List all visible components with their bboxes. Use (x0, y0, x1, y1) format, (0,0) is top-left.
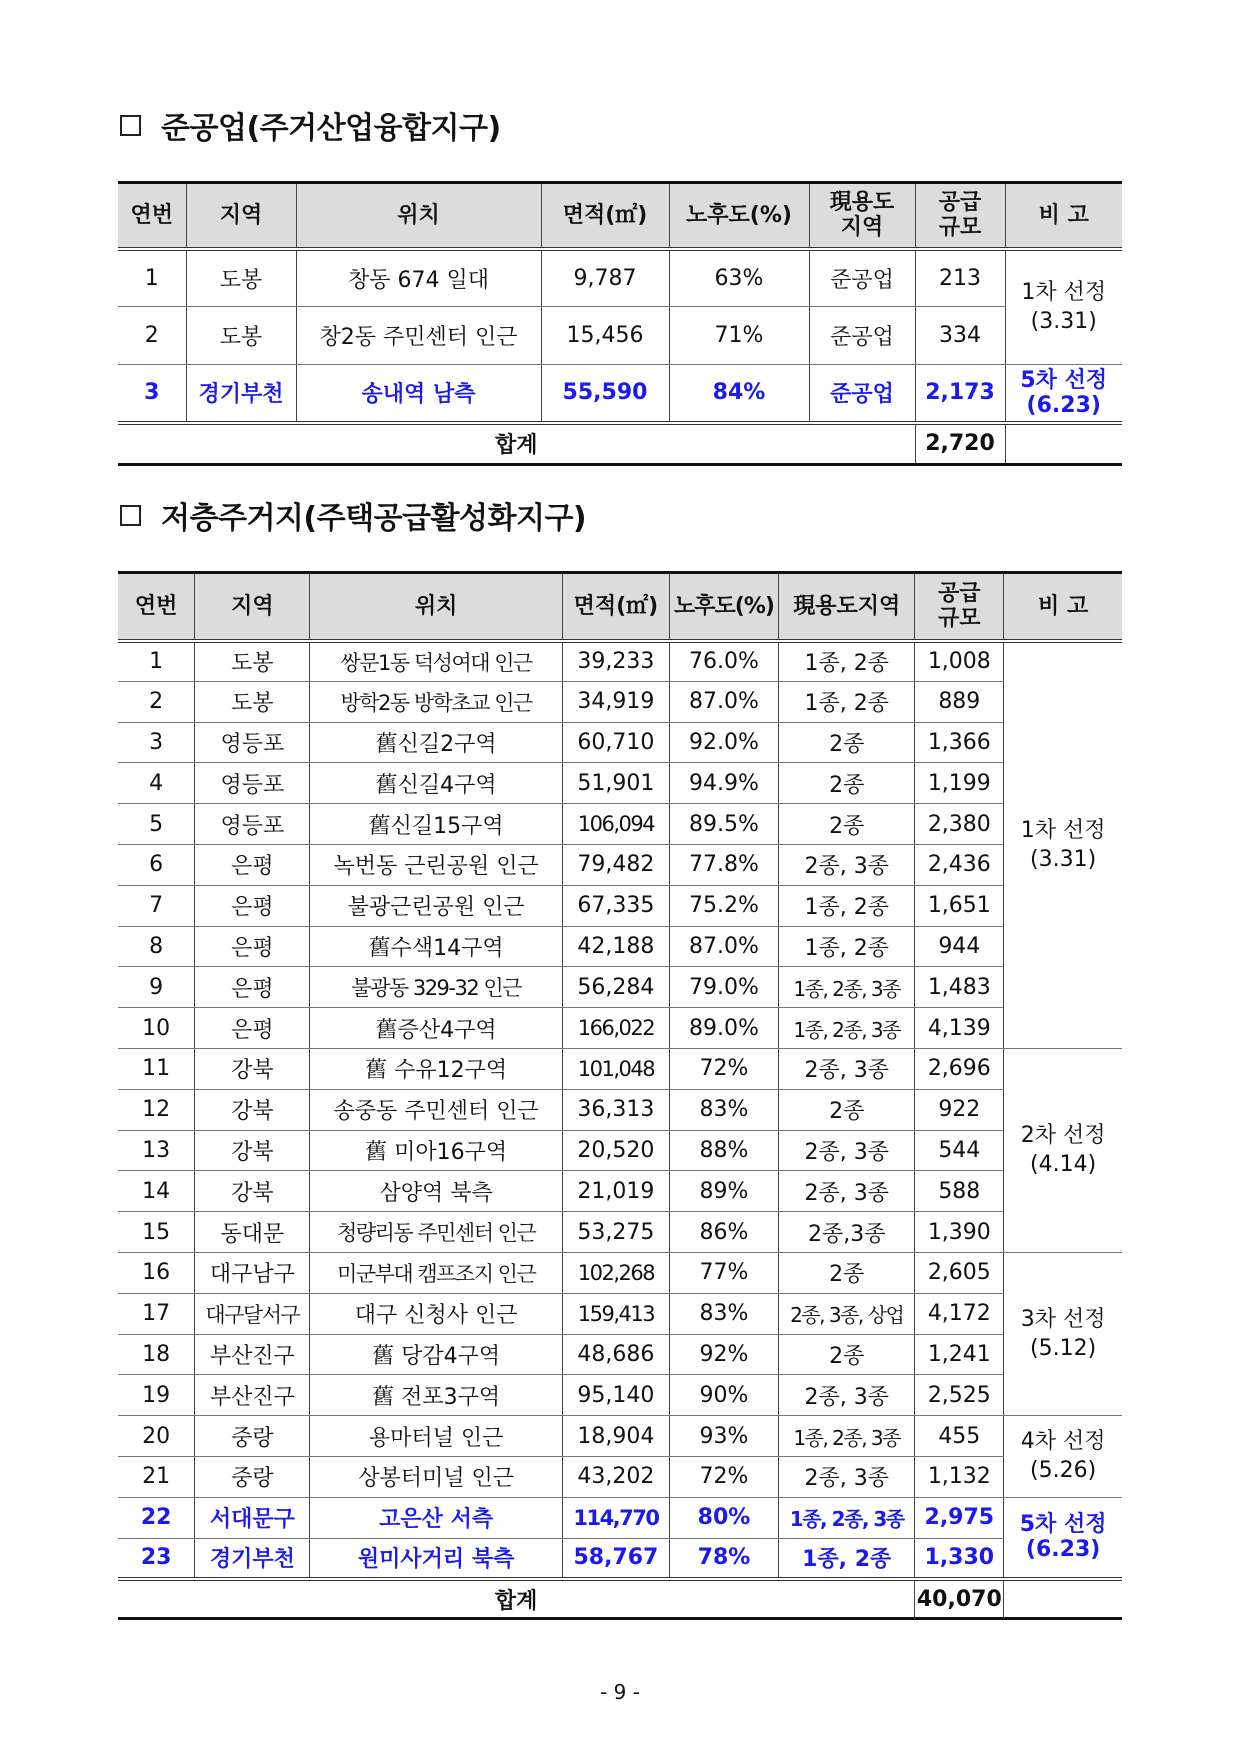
table-row (118, 1293, 1122, 1334)
cell-supply: 1,651 (915, 885, 1004, 926)
cell-supply: 944 (915, 926, 1004, 967)
cell-area: 79,482 (562, 844, 669, 885)
cell-zone: 2종 (779, 1334, 915, 1375)
cell-location: 청량리동 주민센터 인근 (310, 1212, 563, 1253)
cell-region: 영등포 (195, 804, 310, 845)
total-label: 합계 (118, 1579, 915, 1619)
cell-no: 17 (118, 1293, 195, 1334)
cell-zone: 2종 (779, 763, 915, 804)
cell-no: 19 (118, 1375, 195, 1416)
header-area: 면적(㎡) (541, 183, 669, 249)
cell-location: 舊신길4구역 (310, 763, 563, 804)
cell-decay: 90% (669, 1375, 778, 1416)
cell-decay: 83% (669, 1089, 778, 1130)
cell-no: 11 (118, 1048, 195, 1089)
section2-title-text: 저층주거지(주택공급활성화지구) (161, 501, 587, 536)
cell-no: 13 (118, 1130, 195, 1171)
cell-region: 대구달서구 (195, 1293, 310, 1334)
header-decay: 노후도(%) (669, 573, 778, 641)
table-lowrise (118, 571, 1122, 1620)
cell-zone: 1종, 2종 (779, 926, 915, 967)
cell-supply: 1,330 (915, 1538, 1004, 1579)
cell-supply: 2,173 (915, 365, 1005, 423)
cell-supply: 4,172 (915, 1293, 1004, 1334)
table-row (118, 641, 1122, 682)
cell-zone: 2종 (779, 1252, 915, 1293)
cell-region: 중랑 (195, 1456, 310, 1497)
cell-region: 은평 (195, 885, 310, 926)
header-decay: 노후도(%) (669, 183, 809, 249)
cell-supply: 2,975 (915, 1497, 1004, 1538)
total-row (118, 1579, 1122, 1619)
cell-decay: 92.0% (669, 722, 778, 763)
cell-supply: 1,390 (915, 1212, 1004, 1253)
table-row (118, 885, 1122, 926)
table-row (118, 1375, 1122, 1416)
cell-location: 송중동 주민센터 인근 (310, 1089, 563, 1130)
checkbox-square-icon (120, 115, 141, 136)
cell-location: 창동 674 일대 (296, 249, 541, 307)
cell-area: 20,520 (562, 1130, 669, 1171)
cell-location: 舊 전포3구역 (310, 1375, 563, 1416)
header-location: 위치 (310, 573, 563, 641)
cell-no: 14 (118, 1171, 195, 1212)
cell-area: 51,901 (562, 763, 669, 804)
cell-region: 서대문구 (195, 1497, 310, 1538)
cell-region: 대구남구 (195, 1252, 310, 1293)
cell-decay: 89% (669, 1171, 778, 1212)
table-row (118, 249, 1122, 307)
cell-area: 55,590 (541, 365, 669, 423)
cell-location: 미군부대 캠프조지 인근 (310, 1252, 563, 1293)
cell-area: 9,787 (541, 249, 669, 307)
cell-note: 2차 선정 (4.14) (1004, 1048, 1122, 1252)
cell-zone: 2종, 3종, 상업 (779, 1293, 915, 1334)
cell-no: 20 (118, 1416, 195, 1457)
table-row (118, 844, 1122, 885)
cell-decay: 72% (669, 1048, 778, 1089)
checkbox-square-icon (120, 505, 141, 526)
cell-supply: 889 (915, 681, 1004, 722)
cell-zone: 2종, 3종 (779, 844, 915, 885)
cell-decay: 75.2% (669, 885, 778, 926)
cell-supply: 334 (915, 307, 1005, 365)
cell-note: 5차 선정 (6.23) (1004, 1497, 1122, 1579)
header-note: 비 고 (1005, 183, 1122, 249)
cell-decay: 92% (669, 1334, 778, 1375)
cell-area: 36,313 (562, 1089, 669, 1130)
total-empty (1005, 423, 1122, 465)
table-row (118, 722, 1122, 763)
cell-note: 3차 선정 (5.12) (1004, 1252, 1122, 1415)
header-supply: 공급 규모 (915, 183, 1005, 249)
table-row (118, 1171, 1122, 1212)
table-row (118, 1538, 1122, 1579)
total-value: 40,070 (915, 1579, 1004, 1619)
cell-supply: 213 (915, 249, 1005, 307)
cell-location: 송내역 남측 (296, 365, 541, 423)
cell-area: 53,275 (562, 1212, 669, 1253)
cell-supply: 2,696 (915, 1048, 1004, 1089)
cell-zone: 2종, 3종 (779, 1130, 915, 1171)
cell-supply: 544 (915, 1130, 1004, 1171)
cell-supply: 1,366 (915, 722, 1004, 763)
cell-zone: 1종, 2종, 3종 (779, 1008, 915, 1049)
cell-region: 강북 (195, 1171, 310, 1212)
cell-area: 18,904 (562, 1416, 669, 1457)
cell-region: 영등포 (195, 722, 310, 763)
table-header-row (118, 573, 1122, 641)
cell-area: 21,019 (562, 1171, 669, 1212)
cell-area: 102,268 (562, 1252, 669, 1293)
cell-no: 9 (118, 967, 195, 1008)
cell-area: 101,048 (562, 1048, 669, 1089)
cell-no: 16 (118, 1252, 195, 1293)
cell-location: 舊 수유12구역 (310, 1048, 563, 1089)
cell-zone: 2종,3종 (779, 1212, 915, 1253)
cell-region: 은평 (195, 844, 310, 885)
table-header-row (118, 183, 1122, 249)
cell-zone: 준공업 (809, 249, 915, 307)
cell-location: 고은산 서측 (310, 1497, 563, 1538)
table-row (118, 1497, 1122, 1538)
cell-zone: 2종, 3종 (779, 1375, 915, 1416)
total-label: 합계 (118, 423, 915, 465)
cell-location: 방학2동 방학초교 인근 (310, 681, 563, 722)
cell-region: 은평 (195, 967, 310, 1008)
cell-zone: 2종, 3종 (779, 1048, 915, 1089)
cell-zone: 1종, 2종 (779, 1538, 915, 1579)
cell-region: 도봉 (195, 681, 310, 722)
cell-area: 159,413 (562, 1293, 669, 1334)
cell-no: 12 (118, 1089, 195, 1130)
cell-region: 도봉 (186, 307, 296, 365)
cell-area: 106,094 (562, 804, 669, 845)
cell-supply: 1,132 (915, 1456, 1004, 1497)
cell-decay: 87.0% (669, 681, 778, 722)
cell-location: 창2동 주민센터 인근 (296, 307, 541, 365)
cell-area: 39,233 (562, 641, 669, 682)
cell-note: 4차 선정 (5.26) (1004, 1416, 1122, 1498)
cell-decay: 80% (669, 1497, 778, 1538)
cell-location: 불광동 329-32 인근 (310, 967, 563, 1008)
section2-title (120, 493, 586, 537)
cell-decay: 83% (669, 1293, 778, 1334)
cell-region: 강북 (195, 1130, 310, 1171)
cell-no: 5 (118, 804, 195, 845)
cell-zone: 1종, 2종 (779, 641, 915, 682)
cell-zone: 1종, 2종 (779, 885, 915, 926)
cell-area: 114,770 (562, 1497, 669, 1538)
cell-decay: 77% (669, 1252, 778, 1293)
cell-area: 34,919 (562, 681, 669, 722)
header-region: 지역 (195, 573, 310, 641)
cell-decay: 77.8% (669, 844, 778, 885)
cell-location: 녹번동 근린공원 인근 (310, 844, 563, 885)
header-region: 지역 (186, 183, 296, 249)
cell-region: 도봉 (195, 641, 310, 682)
cell-region: 중랑 (195, 1416, 310, 1457)
cell-zone: 1종, 2종 (779, 681, 915, 722)
cell-region: 부산진구 (195, 1375, 310, 1416)
cell-area: 15,456 (541, 307, 669, 365)
cell-zone: 준공업 (809, 365, 915, 423)
cell-note: 5차 선정 (6.23) (1005, 365, 1122, 423)
cell-supply: 922 (915, 1089, 1004, 1130)
cell-location: 舊 당감4구역 (310, 1334, 563, 1375)
header-zone: 現용도지역 (779, 573, 915, 641)
header-area: 면적(㎡) (562, 573, 669, 641)
header-location: 위치 (296, 183, 541, 249)
cell-no: 21 (118, 1456, 195, 1497)
cell-zone: 1종, 2종, 3종 (779, 967, 915, 1008)
page-number: - 9 - (600, 1680, 640, 1704)
cell-note: 1차 선정 (3.31) (1005, 249, 1122, 365)
table-row (118, 1130, 1122, 1171)
cell-location: 불광근린공원 인근 (310, 885, 563, 926)
table-row (118, 1252, 1122, 1293)
cell-supply: 588 (915, 1171, 1004, 1212)
cell-decay: 86% (669, 1212, 778, 1253)
cell-supply: 2,605 (915, 1252, 1004, 1293)
cell-area: 58,767 (562, 1538, 669, 1579)
cell-supply: 4,139 (915, 1008, 1004, 1049)
header-no: 연번 (118, 573, 195, 641)
cell-location: 쌍문1동 덕성여대 인근 (310, 641, 563, 682)
cell-no: 10 (118, 1008, 195, 1049)
cell-decay: 94.9% (669, 763, 778, 804)
table-row (118, 307, 1122, 365)
cell-region: 경기부천 (186, 365, 296, 423)
section1-title-text: 준공업(주거산업융합지구) (161, 111, 501, 146)
total-row (118, 423, 1122, 465)
cell-no: 7 (118, 885, 195, 926)
cell-decay: 87.0% (669, 926, 778, 967)
table-row (118, 681, 1122, 722)
cell-region: 은평 (195, 1008, 310, 1049)
cell-location: 용마터널 인근 (310, 1416, 563, 1457)
header-no: 연번 (118, 183, 186, 249)
cell-supply: 1,199 (915, 763, 1004, 804)
cell-note: 1차 선정 (3.31) (1004, 641, 1122, 1049)
table-row (118, 763, 1122, 804)
cell-supply: 2,436 (915, 844, 1004, 885)
cell-zone: 준공업 (809, 307, 915, 365)
cell-supply: 1,008 (915, 641, 1004, 682)
table-row (118, 804, 1122, 845)
cell-zone: 2종 (779, 804, 915, 845)
table-row (118, 967, 1122, 1008)
cell-location: 대구 신청사 인근 (310, 1293, 563, 1334)
table-row (118, 926, 1122, 967)
cell-region: 부산진구 (195, 1334, 310, 1375)
cell-zone: 2종, 3종 (779, 1456, 915, 1497)
cell-region: 은평 (195, 926, 310, 967)
cell-no: 2 (118, 307, 186, 365)
cell-area: 60,710 (562, 722, 669, 763)
cell-zone: 2종 (779, 722, 915, 763)
cell-no: 8 (118, 926, 195, 967)
total-value: 2,720 (915, 423, 1005, 465)
cell-region: 경기부천 (195, 1538, 310, 1579)
cell-supply: 1,241 (915, 1334, 1004, 1375)
cell-area: 48,686 (562, 1334, 669, 1375)
section1-title (120, 103, 501, 147)
cell-region: 강북 (195, 1048, 310, 1089)
cell-no: 6 (118, 844, 195, 885)
cell-no: 3 (118, 722, 195, 763)
header-zone: 現용도 지역 (809, 183, 915, 249)
cell-area: 42,188 (562, 926, 669, 967)
cell-location: 舊 미아16구역 (310, 1130, 563, 1171)
cell-decay: 71% (669, 307, 809, 365)
table-row (118, 1456, 1122, 1497)
cell-decay: 89.5% (669, 804, 778, 845)
cell-decay: 89.0% (669, 1008, 778, 1049)
cell-area: 67,335 (562, 885, 669, 926)
cell-zone: 2종 (779, 1089, 915, 1130)
cell-location: 상봉터미널 인근 (310, 1456, 563, 1497)
cell-decay: 76.0% (669, 641, 778, 682)
cell-decay: 79.0% (669, 967, 778, 1008)
cell-area: 56,284 (562, 967, 669, 1008)
header-note: 비 고 (1004, 573, 1122, 641)
table-row (118, 1416, 1122, 1457)
cell-supply: 2,525 (915, 1375, 1004, 1416)
cell-no: 4 (118, 763, 195, 804)
cell-no: 22 (118, 1497, 195, 1538)
cell-zone: 2종, 3종 (779, 1171, 915, 1212)
cell-no: 15 (118, 1212, 195, 1253)
cell-region: 강북 (195, 1089, 310, 1130)
cell-location: 삼양역 북측 (310, 1171, 563, 1212)
cell-no: 1 (118, 249, 186, 307)
cell-location: 舊신길15구역 (310, 804, 563, 845)
cell-supply: 455 (915, 1416, 1004, 1457)
cell-location: 舊신길2구역 (310, 722, 563, 763)
table-row (118, 1212, 1122, 1253)
cell-region: 영등포 (195, 763, 310, 804)
cell-location: 舊수색14구역 (310, 926, 563, 967)
cell-region: 동대문 (195, 1212, 310, 1253)
table-row (118, 1334, 1122, 1375)
cell-no: 2 (118, 681, 195, 722)
header-supply: 공급 규모 (915, 573, 1004, 641)
table-row (118, 1008, 1122, 1049)
cell-decay: 84% (669, 365, 809, 423)
cell-decay: 88% (669, 1130, 778, 1171)
cell-no: 23 (118, 1538, 195, 1579)
table-row (118, 1048, 1122, 1089)
cell-no: 1 (118, 641, 195, 682)
total-empty (1004, 1579, 1122, 1619)
cell-area: 166,022 (562, 1008, 669, 1049)
cell-zone: 1종, 2종, 3종 (779, 1497, 915, 1538)
table-industrial (118, 181, 1122, 466)
cell-location: 舊증산4구역 (310, 1008, 563, 1049)
table-row (118, 1089, 1122, 1130)
cell-decay: 63% (669, 249, 809, 307)
cell-decay: 78% (669, 1538, 778, 1579)
cell-region: 도봉 (186, 249, 296, 307)
cell-area: 95,140 (562, 1375, 669, 1416)
cell-decay: 93% (669, 1416, 778, 1457)
cell-supply: 2,380 (915, 804, 1004, 845)
cell-area: 43,202 (562, 1456, 669, 1497)
cell-no: 18 (118, 1334, 195, 1375)
table-row (118, 365, 1122, 423)
cell-no: 3 (118, 365, 186, 423)
cell-decay: 72% (669, 1456, 778, 1497)
cell-location: 원미사거리 북측 (310, 1538, 563, 1579)
cell-zone: 1종, 2종, 3종 (779, 1416, 915, 1457)
cell-supply: 1,483 (915, 967, 1004, 1008)
